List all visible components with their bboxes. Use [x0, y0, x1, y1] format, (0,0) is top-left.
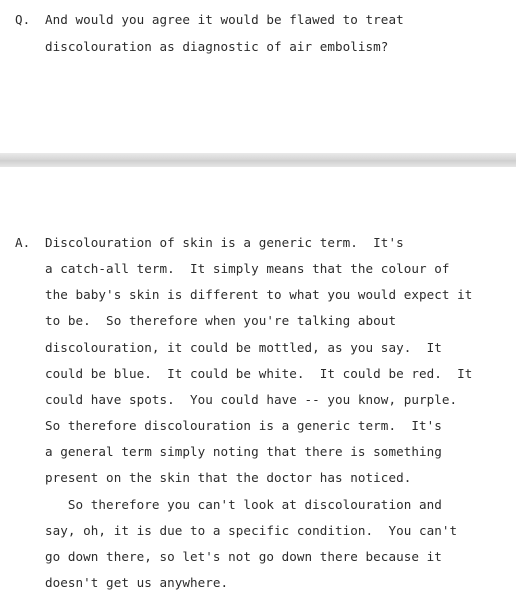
answer-line: say, oh, it is due to a specific condition. You can't [45, 523, 458, 538]
answer-line: a catch-all term. It simply means that the colour of [45, 261, 450, 276]
transcript-page-top [0, 0, 516, 153]
page-separator [0, 153, 516, 167]
answer-marker: A. [15, 235, 31, 250]
answer-line: the baby's skin is different to what you would expect it [45, 287, 473, 302]
answer-line: So therefore you can't look at discolouration and [45, 497, 442, 512]
answer-line: go down there, so let's not go down there because it [45, 549, 442, 564]
answer-line: a general term simply noting that there is something [45, 444, 442, 459]
question-marker: Q. [15, 12, 31, 27]
question-line: discolouration as diagnostic of air embolism? [45, 39, 389, 54]
answer-line: to be. So therefore when you're talking about [45, 313, 397, 328]
answer-line: doesn't get us anywhere. [45, 575, 229, 590]
answer-line: present on the skin that the doctor has noticed. [45, 470, 412, 485]
answer-line: discolouration, it could be mottled, as you say. It [45, 340, 442, 355]
answer-line: could have spots. You could have -- you know, purple. [45, 392, 458, 407]
answer-line: So therefore discolouration is a generic term. It's [45, 418, 442, 433]
question-line: And would you agree it would be flawed to treat [45, 12, 404, 27]
answer-line: could be blue. It could be white. It could be red. It [45, 366, 473, 381]
answer-line: Discolouration of skin is a generic term. It's [45, 235, 404, 250]
